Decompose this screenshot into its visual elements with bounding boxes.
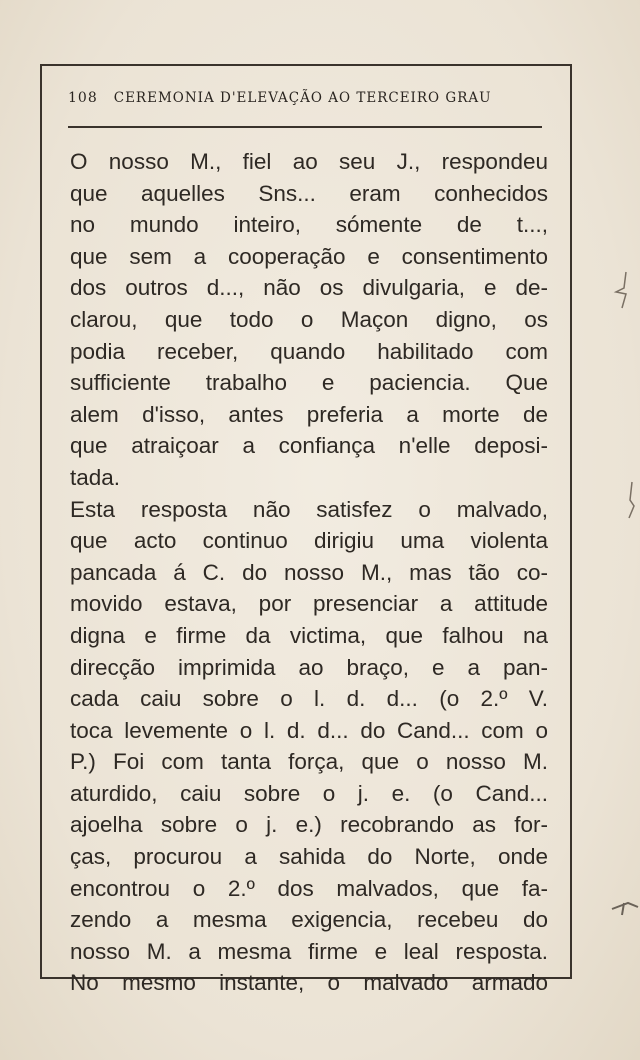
text-line: zendo a mesma exigencia, recebeu do [70,907,548,933]
frame-left-rule [40,64,42,979]
text-line: tada. [70,464,121,490]
paper-stain [612,270,638,310]
text-line: podia receber, quando habilitado com [70,338,548,364]
running-title: CEREMONIA D'ELEVAÇÃO AO TERCEIRO GRAU [113,90,492,106]
text-line: clarou, que todo o Maçon digno, os [70,306,548,332]
frame-top-rule [40,64,572,66]
paper-stain [624,480,638,520]
text-line: encontrou o 2.º dos malvados, que fa- [70,875,548,901]
text-line: no mundo inteiro, sómente de t..., [70,212,548,238]
text-line: No mesmo instante, o malvado armado [70,970,548,996]
text-line: P.) Foi com tanta força, que o nosso M. [70,749,548,775]
text-line: movido estava, por presenciar a attitude [70,591,548,617]
text-line: digna e firme da victima, que falhou na [70,622,548,648]
paper-stain [610,895,640,919]
text-line: dos outros d..., não os divulgaria, e de- [70,275,548,301]
text-line: aturdido, caiu sobre o j. e. (o Cand... [70,780,548,806]
text-line: que acto continuo dirigiu uma violenta [70,528,548,554]
text-line: que atraiçoar a confiança n'elle deposi- [70,433,548,459]
text-line: ças, procurou a sahida do Norte, onde [70,844,548,870]
text-line: sufficiente trabalho e paciencia. Que [70,370,548,396]
text-line: cada caiu sobre o l. d. d... (o 2.º V. [70,686,548,712]
text-line: ajoelha sobre o j. e.) recobrando as for- [70,812,548,838]
frame-right-rule [570,64,572,979]
text-line: nosso M. a mesma firme e leal resposta. [70,938,548,964]
body-text [70,146,548,999]
text-line: pancada á C. do nosso M., mas tão co- [70,559,548,585]
text-line: alem d'isso, antes preferia a morte de [70,401,548,427]
text-line: direcção imprimida ao braço, e a pan- [70,654,548,680]
page-number: 108 [68,90,98,106]
text-line: O nosso M., fiel ao seu J., respondeu [70,149,548,174]
running-header [68,90,548,114]
text-line: Esta resposta não satisfez o malvado, [70,496,548,522]
text-line: toca levemente o l. d. d... do Cand... com o [70,717,548,743]
header-rule [68,126,542,128]
text-line: que sem a cooperação e consentimento [70,243,548,269]
text-line: que aquelles Sns... eram conhecidos [70,180,548,206]
